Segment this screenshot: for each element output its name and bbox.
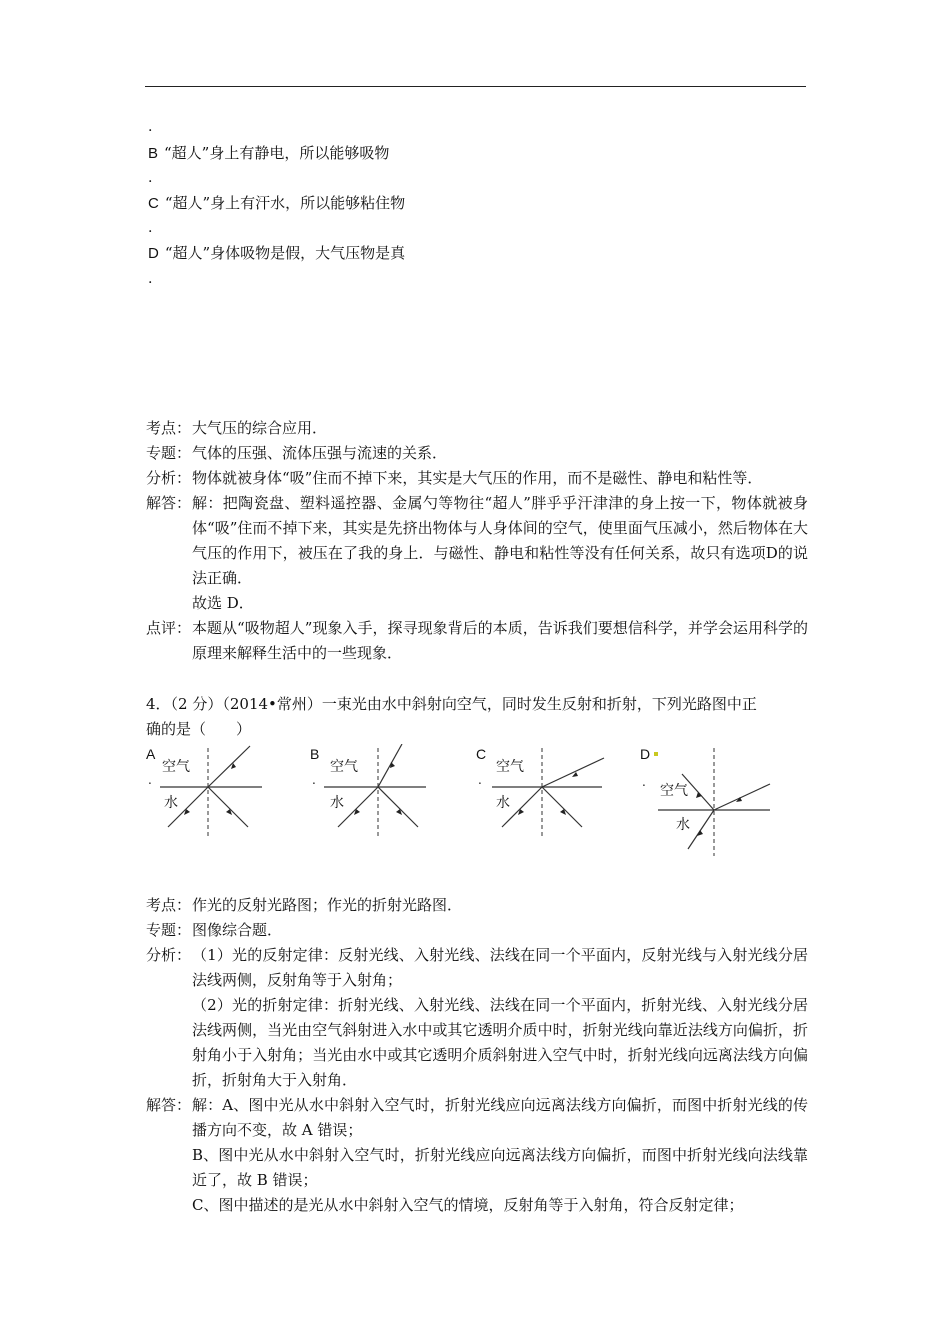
diagram-d-letter: D [640,746,651,762]
label-kaodian: 考点： [146,419,192,437]
option-b [148,143,389,164]
diagram-dot: . [642,775,646,789]
label-dianping: 点评： [146,619,192,637]
option-c [148,193,405,214]
fenxi-text-2: （2）光的折射定律：折射光线、入射光线、法线在同一个平面内，折射光线、入射光线分居法线两侧，当光由空气斜射进入水中或其它透明介质中时，折射光线向靠近法线方向偏折，折射角小于入射角；当光由水中或其它透明介质斜射进入空气中时，折射光线向远离法线方向偏折，折射角大于入射角． [192,996,808,1089]
diagram-dot: . [478,773,482,787]
diagram-d [652,744,774,858]
fenxi-text: 物体就被身体“吸”住而不掉下来，其实是大气压的作用，而不是磁性、静电和粘性等． [192,469,763,487]
air-label: 空气 [496,758,524,774]
label-zhuanti: 专题： [146,921,192,939]
q4-stem-line2: 确的是（ ） [146,720,252,738]
air-label: 空气 [660,782,688,798]
air-label: 空气 [330,758,358,774]
q4-analysis [146,893,808,1218]
option-letter: D [148,245,159,262]
kaodian-text: 大气压的综合应用． [192,419,328,437]
zhuanti-text: 图像综合题． [192,921,283,939]
answer-choice: 故选 D． [192,594,254,612]
diagram-c-letter: C [476,746,487,762]
diagram-dot: . [312,773,316,787]
water-label: 水 [496,794,510,810]
label-fenxi: 分析： [146,946,192,964]
diagram-b [322,744,432,840]
option-dot: . [148,119,153,135]
diagram-b-letter: B [310,746,320,762]
option-text: “超人”身上有汗水，所以能够粘住物 [164,194,406,212]
option-text: “超人”身上有静电，所以能够吸物 [164,144,390,162]
option-letter: C [148,195,159,212]
label-zhuanti: 专题： [146,444,192,462]
header-rule [145,86,806,87]
air-label: 空气 [162,758,190,774]
label-jieda: 解答： [146,1096,192,1114]
diagram-c [490,744,608,840]
zhuanti-text: 气体的压强、流体压强与流速的关系． [192,444,448,462]
diagram-a [158,744,268,840]
dianping-text: 本题从“吸物超人”现象入手，探寻现象背后的本质，告诉我们要想信科学，并学会运用科学的原理来解释生活中的一些现象． [192,619,808,662]
jieda-text: 解：把陶瓷盘、塑料遥控器、金属勺等物往“超人”胖乎乎汗津津的身上按一下，物体就被身体“吸”住而不掉下来，其实是先挤出物体与人身体间的空气，使里面气压减小，然后物体在大气压的作用下，被压在了我的身上．与磁性、静电和粘性等没有任何关系，故只有选项D的说法正确． [192,494,808,587]
jieda-text-c: C、图中描述的是光从水中斜射入空气的情境，反射角等于入射角，符合反射定律； [192,1196,744,1214]
option-letter: B [148,145,159,162]
fenxi-text-1: （1）光的反射定律：反射光线、入射光线、法线在同一个平面内，反射光线与入射光线分居法线两侧，反射角等于入射角； [192,946,808,989]
label-kaodian: 考点： [146,896,192,914]
kaodian-text: 作光的反射光路图；作光的折射光路图． [192,896,463,914]
option-d [148,243,405,264]
q4-stem [146,692,808,742]
option-dot: . [148,170,153,186]
option-text: “超人”身体吸物是假，大气压物是真 [164,244,406,262]
diagram-dot: . [148,773,152,787]
water-label: 水 [676,816,690,832]
label-fenxi: 分析： [146,469,192,487]
q4-stem-line1: 4．（2 分）（2014•常州）一束光由水中斜射向空气，同时发生反射和折射，下列光路图中正 [146,695,757,713]
water-label: 水 [164,794,178,810]
water-label: 水 [330,794,344,810]
option-dot: . [148,271,153,287]
diagram-a-letter: A [146,746,156,762]
option-dot: . [148,220,153,236]
jieda-text-b: B、图中光从水中斜射入空气时，折射光线应向远离法线方向偏折，而图中折射光线向法线靠近了，故 B 错误； [192,1146,808,1189]
jieda-text-a: 解：A、图中光从水中斜射入空气时，折射光线应向远离法线方向偏折，而图中折射光线的传播方向不变，故 A 错误； [192,1096,808,1139]
q3-analysis [146,416,808,666]
label-jieda: 解答： [146,494,192,512]
